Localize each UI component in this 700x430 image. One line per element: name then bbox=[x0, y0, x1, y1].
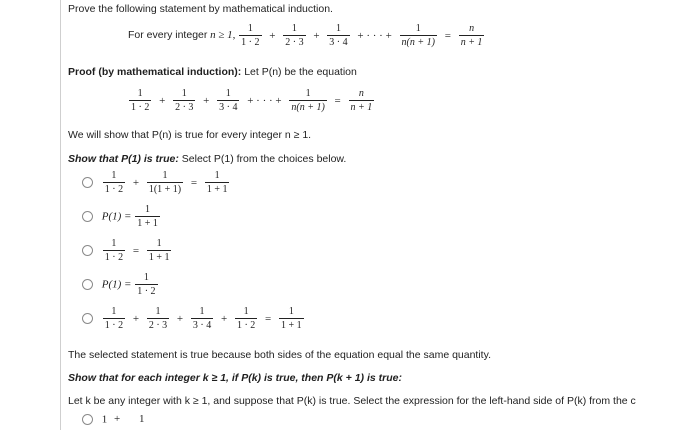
proof-line: Proof (by mathematical induction): Let P(n) be the equation bbox=[68, 66, 357, 78]
base-conclusion: The selected statement is true because both sides of the equation equal the same quantity. bbox=[68, 349, 491, 361]
term-3: $\frac{1}{3 \cdot 4}$ bbox=[329, 23, 348, 48]
radio-option-e[interactable] bbox=[82, 313, 93, 324]
term-rhs: $\frac{n}{n + 1}$ bbox=[460, 23, 483, 48]
statement-cond: n ≥ 1, bbox=[210, 29, 236, 42]
option-partial[interactable]: 1 + 1 bbox=[82, 413, 144, 425]
option-c[interactable]: $\frac{1}{1 \cdot 2}$ = $\frac{1}{1 + 1}$ bbox=[82, 238, 172, 263]
option-b[interactable]: P(1) = $\frac{1}{1 + 1}$ bbox=[82, 204, 161, 229]
option-a[interactable]: $\frac{1}{1 \cdot 2}$ + $\frac{1}{1(1 + 1)}$ = $\frac{1}{1 + 1}$ bbox=[82, 170, 230, 195]
term-1: $\frac{1}{1 \cdot 2}$ bbox=[241, 23, 260, 48]
term-2: $\frac{1}{2 \cdot 3}$ bbox=[285, 23, 304, 48]
statement-equation: For every integer n ≥ 1, $\frac{1}{1 \cdot 2}$ + $\frac{1}{2 \cdot 3}$ + $\frac{1}{3 \cdot 4}$ + · · · + $\frac{1}{n(n + 1)}$ = $\frac{n}{n + 1}$ bbox=[128, 23, 483, 48]
option-e[interactable]: $\frac{1}{1 \cdot 2}$ + $\frac{1}{2 \cdot 3}$ + $\frac{1}{3 \cdot 4}$ + $\frac{1}{1 \cdot 2}$ = $\frac{1}{1 + 1}$ bbox=[82, 306, 305, 331]
inductive-prompt: Show that for each integer k ≥ 1, if P(k) is true, then P(k + 1) is true: bbox=[68, 372, 402, 384]
problem-title: Prove the following statement by mathematical induction. bbox=[68, 3, 333, 15]
option-d[interactable]: P(1) = $\frac{1}{1 \cdot 2}$ bbox=[82, 272, 159, 297]
show-text: We will show that P(n) is true for every integer n ≥ 1. bbox=[68, 129, 312, 141]
pn-equation: $\frac{1}{1 \cdot 2}$ + $\frac{1}{2 \cdot 3}$ + $\frac{1}{3 \cdot 4}$ + · · · + $\frac{1}{n(n + 1)}$ = $\frac{n}{n + 1}$ bbox=[131, 88, 373, 113]
radio-option-partial[interactable] bbox=[82, 414, 93, 425]
radio-option-b[interactable] bbox=[82, 211, 93, 222]
base-prompt: Show that P(1) is true: Select P(1) from the choices below. bbox=[68, 153, 347, 165]
radio-option-d[interactable] bbox=[82, 279, 93, 290]
term-last: $\frac{1}{n(n + 1)}$ bbox=[401, 23, 435, 48]
inductive-text: Let k be any integer with k ≥ 1, and suppose that P(k) is true. Select the expression for the left-hand side of P(k) from the c bbox=[68, 395, 636, 407]
radio-option-a[interactable] bbox=[82, 177, 93, 188]
statement-lead: For every integer bbox=[128, 29, 208, 42]
radio-option-c[interactable] bbox=[82, 245, 93, 256]
